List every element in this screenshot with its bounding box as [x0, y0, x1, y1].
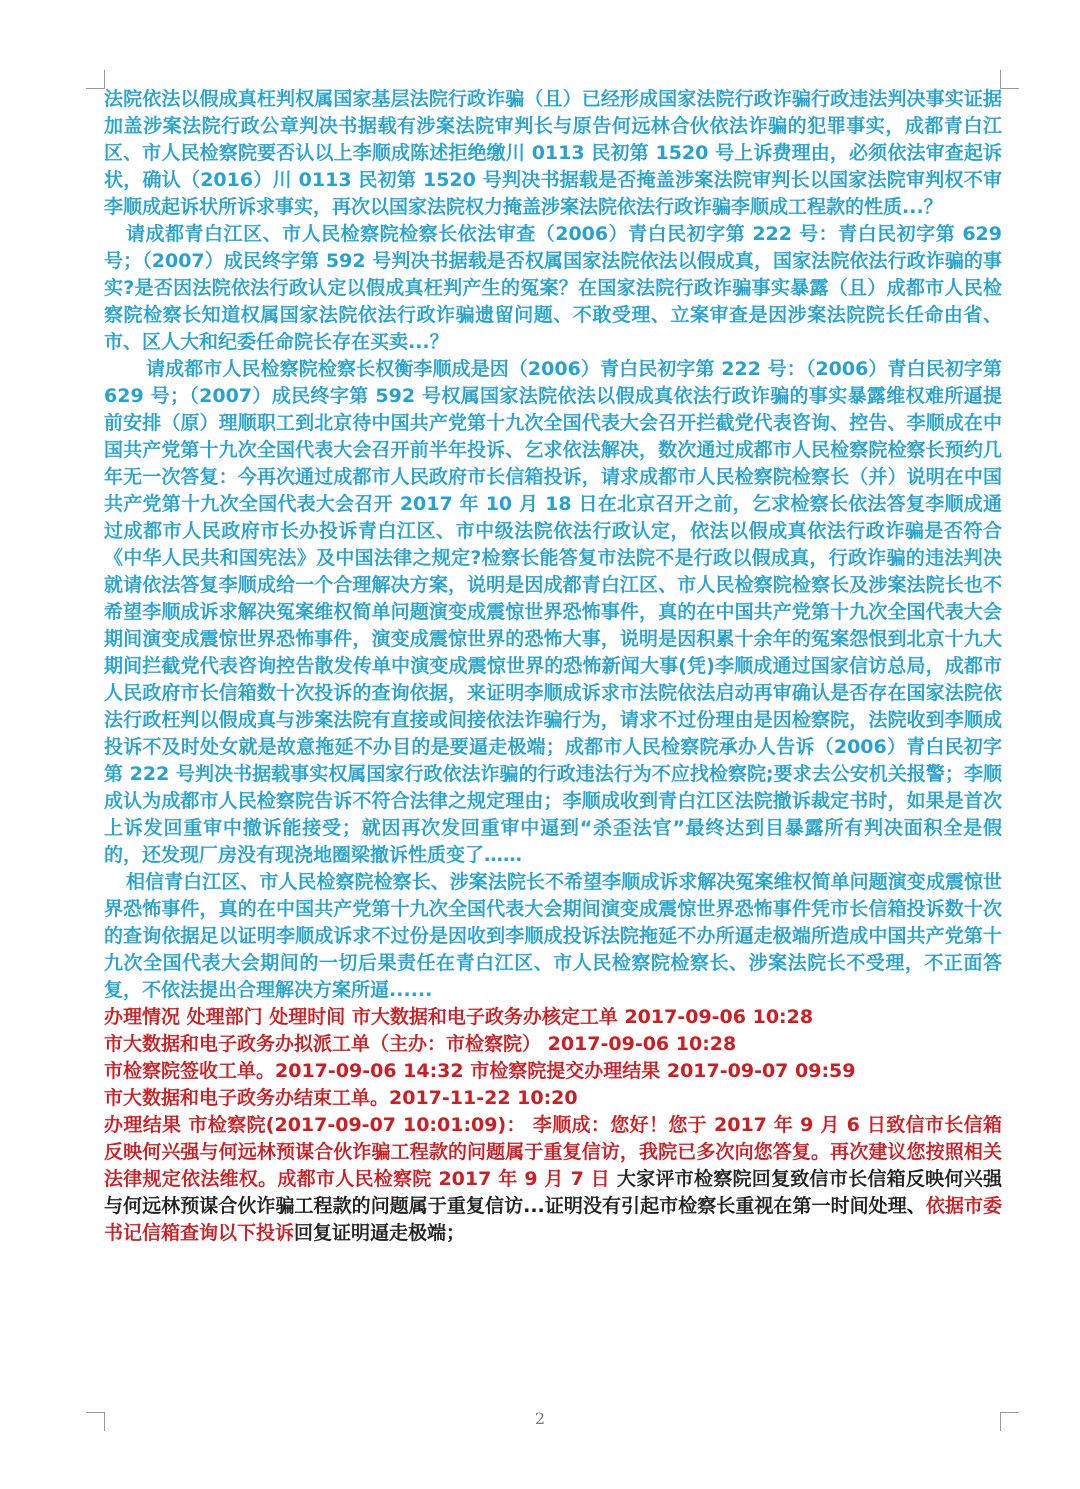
processing-log	[104, 1004, 1002, 1112]
processing-line-2: 市大数据和电子政务办拟派工单（主办：市检察院） 2017-09-06 10:28	[104, 1033, 737, 1055]
crop-mark-top-left	[86, 70, 105, 89]
result-comment-text: 大家评市检察院回复致信市长信箱反映何兴强与何远林预谋合伙诈骗工程款的问题属于重复信访...证明没有引起市检察长重视在第一时间处理、	[104, 1168, 1002, 1217]
processing-line-1: 办理情况 处理部门 处理时间 市大数据和电子政务办核定工单 2017-09-06 10:28	[104, 1006, 814, 1028]
result-reply-text: 办理结果 市检察院(2017-09-07 10:01:09)： 李顺成：您好！您于 2017 年 9 月 6 日致信市长信箱反映何兴强与何远林预谋合伙诈骗工程款的问题属于重复信访，我院已多次向您答复。再次建议您按照相关法律规定依法维权。成都市人民检察院 2017 年 9 月 7 日	[104, 1114, 1002, 1190]
paragraph-3: 请成都市人民检察院检察长权衡李顺成是因（2006）青白民初字第 222 号：（2006）青白民初字第 629 号；（2007）成民终字第 592 号权属国家法院依法以假成真依法行政诈骗的事实暴露维权难所逼提前安排（原）理顺职工到北京待中国共产党第十九次全国代表大会召开拦截党代表咨询、控告、李顺成在中国共产党第十九次全国代表大会召开前半年投诉、乞求依法解决，数次通过成都市人民检察院检察长预约几年无一次答复：今再次通过成都市人民政府市长信箱投诉，请求成都市人民检察院检察长（并）说明在中国共产党第十九次全国代表大会召开 2017 年 10 月 18 日在北京召开之前，乞求检察长依法答复李顺成通过成都市人民政府市长办投诉青白江区、市中级法院依法行政认定，依法以假成真依法行政诈骗是否符合《中华人民共和国宪法》及中国法律之规定?检察长能答复市法院不是行政以假成真，行政诈骗的违法判决就请依法答复李顺成给一个合理解决方案，说明是因成都青白江区、市人民检察院检察长及涉案法院长也不希望李顺成诉求解决冤案维权简单问题演变成震惊世界恐怖事件，真的在中国共产党第十九次全国代表大会期间演变成震惊世界恐怖事件，演变成震惊世界的恐怖大事，说明是因积累十余年的冤案怨恨到北京十九大期间拦截党代表咨询控告散发传单中演变成震惊世界的恐怖新闻大事(凭)李顺成通过国家信访总局，成都市人民政府市长信箱数十次投诉的查询依据，来证明李顺成诉求市法院依法启动再审确认是否存在国家法院依法行政枉判以假成真与涉案法院有直接或间接依法诈骗行为，请求不过份理由是因检察院，法院收到李顺成投诉不及时处女就是故意拖延不办目的是要逼走极端；成都市人民检察院承办人告诉（2006）青白民初字第 222 号判决书据载事实权属国家行政依法诈骗的行政违法行为不应找检察院;要求去公安机关报警；李顺成认为成都市人民检察院告诉不符合法律之规定理由；李顺成收到青白江区法院撤诉裁定书时，如果是首次上诉发回重审中撤诉能接受；就因再次发回重审中逼到“杀歪法官”最终达到目暴露所有判决面积全是假的，还发现厂房没有现浇地圈梁撤诉性质变了……	[104, 358, 1002, 866]
processing-line-3: 市检察院签收工单。2017-09-06 14:32 市检察院提交办理结果 2017-09-07 09:59	[104, 1060, 856, 1082]
crop-mark-top-right	[1000, 70, 1019, 89]
document-body	[104, 86, 1002, 1247]
paragraph-4: 相信青白江区、市人民检察院检察长、涉案法院长不希望李顺成诉求解决冤案维权简单问题演变成震惊世界恐怖事件，真的在中国共产党第十九次全国代表大会期间演变成震惊世界恐怖事件凭市长信箱投诉数十次的查询依据足以证明李顺成诉求不过份是因收到李顺成投诉法院拖延不办所逼走极端所造成中国共产党第十九次全国代表大会期间的一切后果责任在青白江区、市人民检察院检察长、涉案法院长不受理，不正面答复，不依法提出合理解决方案所逼......	[104, 871, 1002, 1001]
processing-result	[104, 1112, 1002, 1247]
processing-line-4: 市大数据和电子政务办结束工单。2017-11-22 10:20	[104, 1087, 578, 1109]
page-number: 2	[534, 1409, 546, 1428]
result-highlight-text: 依据市委书记信箱查询以下投诉	[104, 1195, 1002, 1244]
paragraph-2: 请成都青白江区、市人民检察院检察长依法审查（2006）青白民初字第 222 号：青白民初字第 629 号；（2007）成民终字第 592 号判决书据载是否权属国家法院依法以假成真，国家法院依法行政诈骗的事实?是否因法院依法行政认定以假成真枉判产生的冤案？在国家法院行政诈骗事实暴露（且）成都市人民检察院检察长知道权属国家法院依法行政诈骗遗留问题、不敢受理、立案审查是因涉案法院院长任命由省、市、区人大和纪委任命院长存在买卖...？	[104, 223, 1002, 353]
paragraph-1: 法院依法以假成真枉判权属国家基层法院行政诈骗（且）已经形成国家法院行政诈骗行政违法判决事实证据加盖涉案法院行政公章判决书据载有涉案法院审判长与原告何远林合伙依法诈骗的犯罪事实，成都青白江区、市人民检察院要否认以上李顺成陈述拒绝缴川 0113 民初第 1520 号上诉费理由，必须依法审查起诉状，确认（2016）川 0113 民初第 1520 号判决书据载是否掩盖涉案法院审判长以国家法院审判权不审李顺成起诉状所诉求事实，再次以国家法院权力掩盖涉案法院依法行政诈骗李顺成工程款的性质...？	[104, 88, 1002, 218]
result-ending-text: 回复证明逼走极端；	[294, 1222, 466, 1244]
